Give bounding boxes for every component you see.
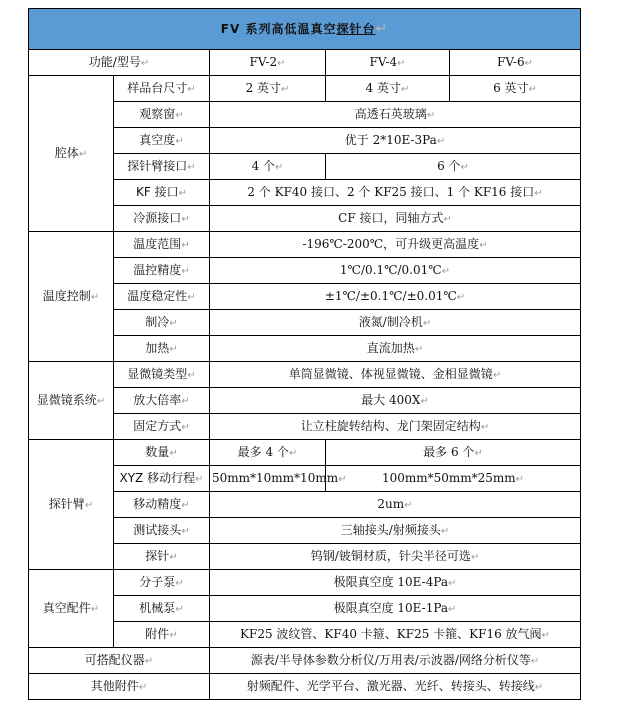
cell-value: 让立柱旋转结构、龙门架固定结构↵ [210, 414, 581, 440]
row-label-probe-port: 探针臂接口↵ [114, 154, 210, 180]
row-label-mechanical-pump: 机械泵↵ [114, 596, 210, 622]
table-title [29, 9, 581, 50]
model-fv2: FV-2↵ [210, 50, 326, 76]
cell-value: 4 个↵ [210, 154, 326, 180]
cell-value: 最大 400X↵ [210, 388, 581, 414]
cell-value: 6 英寸↵ [450, 76, 581, 102]
row-label-vacuum: 真空度↵ [114, 128, 210, 154]
model-fv4: FV-4↵ [326, 50, 450, 76]
table-row [29, 362, 581, 388]
section-vacuum-parts: 真空配件↵ [29, 570, 114, 648]
row-label-travel: XYZ 移动行程↵ [114, 466, 210, 492]
table-row [29, 648, 581, 674]
cell-value: 源表/半导体参数分析仪/万用表/示波器/网络分析仪等↵ [210, 648, 581, 674]
row-label-temp-accuracy: 温控精度↵ [114, 258, 210, 284]
row-label-instruments: 可搭配仪器↵ [29, 648, 210, 674]
row-label-accessories: 附件↵ [114, 622, 210, 648]
section-microscope: 显微镜系统↵ [29, 362, 114, 440]
row-label-kf-port: KF 接口↵ [114, 180, 210, 206]
table-row [29, 674, 581, 700]
row-label-window: 观察窗↵ [114, 102, 210, 128]
table-row [29, 76, 581, 102]
cell-value: 2 个 KF40 接口、2 个 KF25 接口、1 个 KF16 接口↵ [210, 180, 581, 206]
section-probe-arm: 探针臂↵ [29, 440, 114, 570]
row-label-heating: 加热↵ [114, 336, 210, 362]
header-row [29, 50, 581, 76]
paragraph-mark-icon: ↵ [375, 21, 389, 37]
cell-value: 6 个↵ [326, 154, 581, 180]
row-label-count: 数量↵ [114, 440, 210, 466]
row-label-microscope-type: 显微镜类型↵ [114, 362, 210, 388]
cell-value: 单筒显微镜、体视显微镜、金相显微镜↵ [210, 362, 581, 388]
row-label-connector: 测试接头↵ [114, 518, 210, 544]
cell-value: 钨钢/铍铜材质，针尖半径可选↵ [210, 544, 581, 570]
cell-value: 最多 4 个↵ [210, 440, 326, 466]
cell-value: 2 英寸↵ [210, 76, 326, 102]
cell-value: ±1℃/±0.1℃/±0.01℃↵ [210, 284, 581, 310]
cell-value: KF25 波纹管、KF40 卡箍、KF25 卡箍、KF16 放气阀↵ [210, 622, 581, 648]
cell-value: 极限真空度 10E-4Pa↵ [210, 570, 581, 596]
cell-value: 三轴接头/射频接头↵ [210, 518, 581, 544]
title-row [29, 9, 581, 50]
table-row [29, 440, 581, 466]
cell-value: 最多 6 个↵ [326, 440, 581, 466]
row-label-sample-size: 样品台尺寸↵ [114, 76, 210, 102]
cell-value: 4 英寸↵ [326, 76, 450, 102]
cell-value: CF 接口，同轴方式↵ [210, 206, 581, 232]
cell-value: 2um↵ [210, 492, 581, 518]
row-label-temp-stability: 温度稳定性↵ [114, 284, 210, 310]
cell-value: -196℃-200℃，可升级更高温度↵ [210, 232, 581, 258]
cell-value: 射频配件、光学平台、激光器、光纤、转接头、转接线↵ [210, 674, 581, 700]
title-prefix: FV 系列高低温真空 [220, 22, 337, 36]
table-row [29, 232, 581, 258]
model-fv6: FV-6↵ [450, 50, 581, 76]
row-label-mount: 固定方式↵ [114, 414, 210, 440]
title-highlight: 探针台 [336, 22, 376, 36]
row-label-molecular-pump: 分子泵↵ [114, 570, 210, 596]
cell-value: 直流加热↵ [210, 336, 581, 362]
cell-value: 1℃/0.1℃/0.01℃↵ [210, 258, 581, 284]
row-label-precision: 移动精度↵ [114, 492, 210, 518]
cell-value: 高透石英玻璃↵ [210, 102, 581, 128]
cell-value: 极限真空度 10E-1Pa↵ [210, 596, 581, 622]
row-label-magnification: 放大倍率↵ [114, 388, 210, 414]
table-row [29, 570, 581, 596]
row-label-probe: 探针↵ [114, 544, 210, 570]
row-label-cooling: 制冷↵ [114, 310, 210, 336]
section-temperature: 温度控制↵ [29, 232, 114, 362]
row-label-cold-port: 冷源接口↵ [114, 206, 210, 232]
cell-value: 100mm*50mm*25mm↵ [326, 466, 581, 492]
cell-value: 50mm*10mm*10mm↵ [210, 466, 326, 492]
cell-value: 优于 2*10E-3Pa↵ [210, 128, 581, 154]
cell-value: 液氮/制冷机↵ [210, 310, 581, 336]
spec-table [28, 8, 581, 700]
function-model-header: 功能/型号↵ [29, 50, 210, 76]
row-label-temp-range: 温度范围↵ [114, 232, 210, 258]
row-label-others: 其他附件↵ [29, 674, 210, 700]
section-chamber: 腔体↵ [29, 76, 114, 232]
spec-sheet [28, 8, 580, 700]
